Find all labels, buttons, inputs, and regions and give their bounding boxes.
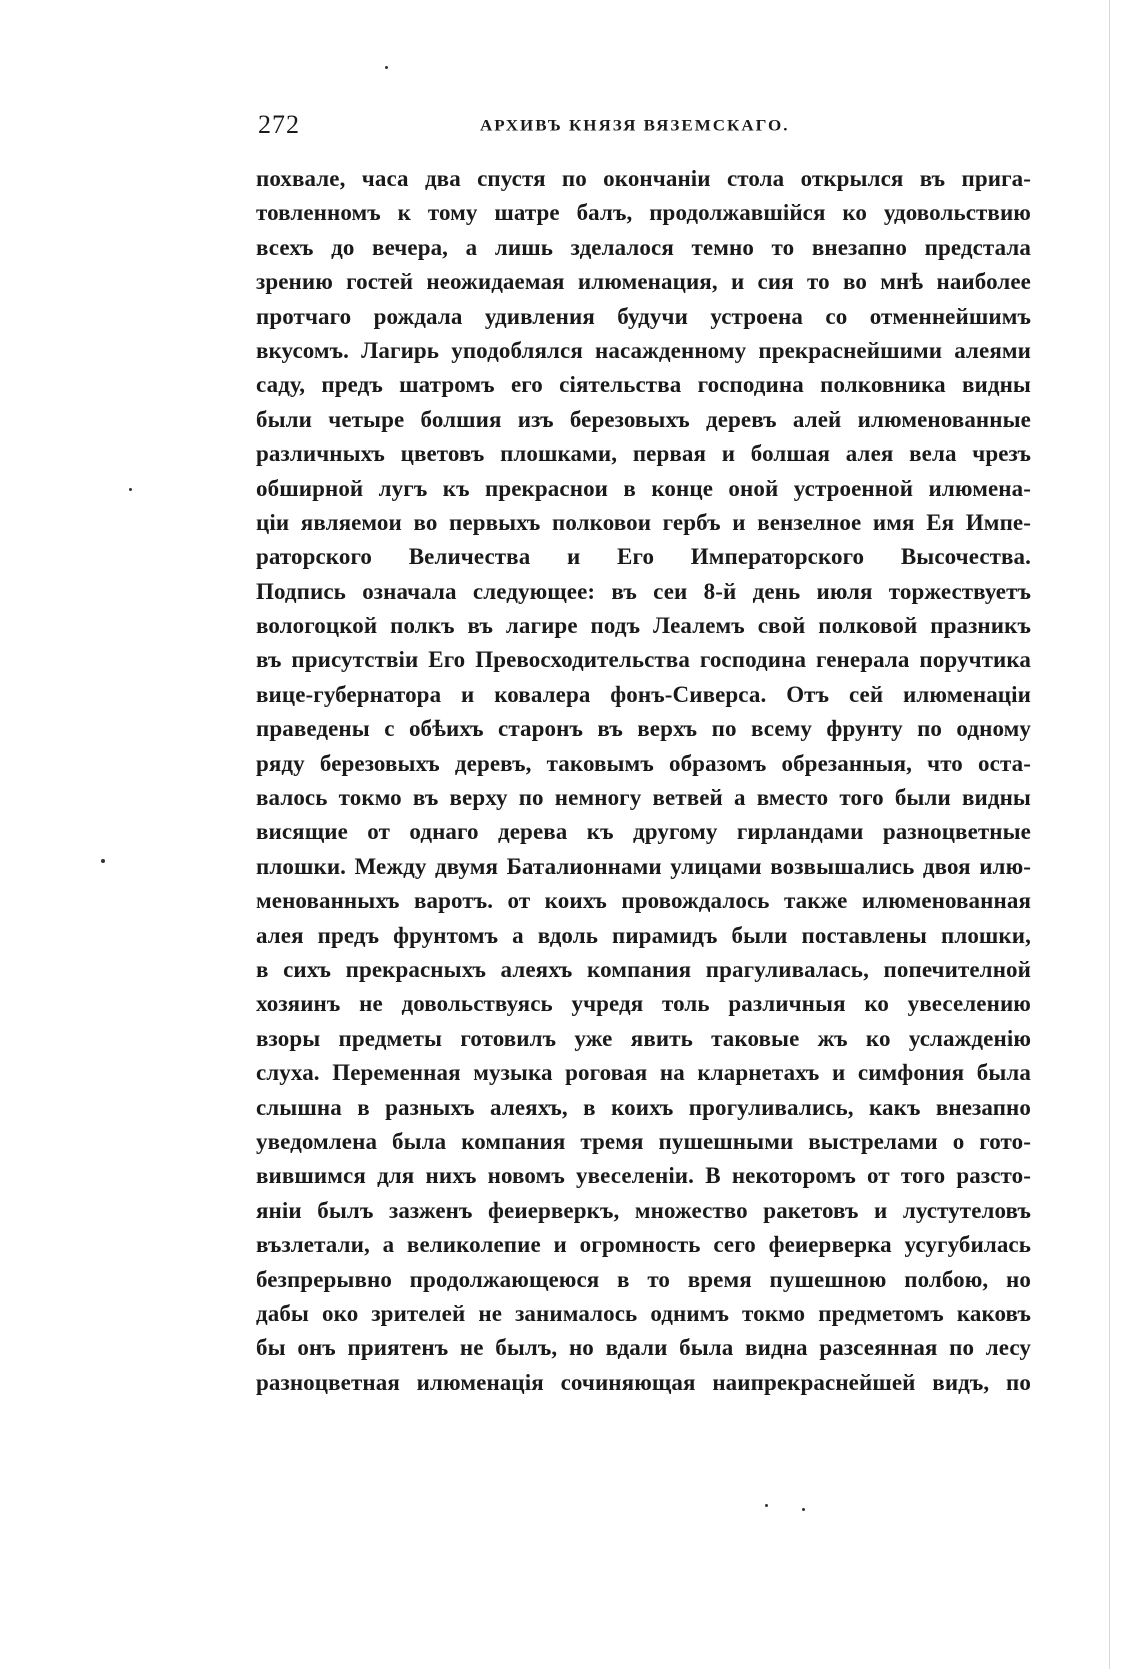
text-line: вице-губернатора и ковалера фонъ-Сиверса. Отъ сей илюменацiи	[256, 681, 1031, 707]
text-line: зрению гостей неожидаемая илюменация, и сия то во мнѣ наиболее	[256, 269, 1031, 295]
page-edge	[1109, 0, 1110, 1669]
scan-speck	[101, 859, 105, 863]
page-number: 272	[258, 110, 300, 139]
text-line: различныхъ цветовъ плошками, первая и болшая алея вела чрезъ	[256, 441, 1031, 467]
scan-speck	[765, 1504, 768, 1507]
text-line: плошки. Между двумя Баталионнами улицами возвышались двоя илю-	[256, 853, 1031, 879]
scan-speck	[802, 1508, 805, 1511]
text-line: похвале, часа два спустя по окончанiи стола открылся въ пригa-	[256, 166, 1031, 191]
text-line: были четыре болшия изъ березовыхъ деревъ алей илюменованные	[256, 406, 1031, 432]
text-line: алея предъ фрунтомъ а вдоль пирамидъ были поставлены плошки,	[256, 922, 1031, 948]
text-line: уведомлена была компания тремя пушешными выстрелами о гото-	[256, 1128, 1031, 1154]
text-line: бы онъ приятенъ не былъ, но вдали была видна разсеянная по лесу	[256, 1335, 1031, 1361]
text-line: вкусомъ. Лагирь уподоблялся насажденному прекраснейшими алеями	[256, 337, 1031, 363]
text-line: обширной лугъ къ прекраснои в конце оной устроенной илюмена-	[256, 475, 1031, 501]
text-line: разноцветная илюменацiя сочиняющая наипрекраснейшей видъ, по	[256, 1369, 1031, 1395]
text-line: товленномъ к тому шатре балъ, продолжавшiйся ко удовольствию	[256, 200, 1031, 226]
scan-speck	[129, 488, 132, 491]
text-line: менованныхъ варотъ. от коихъ провождалось также илюменованная	[256, 888, 1031, 914]
text-line: вологоцкой полкъ въ лагире подъ Леалемъ свой полковой празникъ	[256, 613, 1031, 639]
running-title: АРХИВЪ КНЯЗЯ ВЯЗЕМСКАГО.	[480, 116, 790, 135]
body-text	[256, 162, 1031, 1400]
text-line: саду, предъ шатромъ его сiятельства господина полковника видны	[256, 372, 1031, 398]
text-line: вившимся для нихъ новомъ увеселенiи. В некоторомъ от того разсто-	[256, 1163, 1031, 1189]
text-line: праведены с обѣихъ старонъ въ верхъ по всему фрунту по одному	[256, 716, 1031, 742]
text-line: висящие от однаго дерева къ другому гирландами разноцветные	[256, 819, 1031, 845]
text-line: в сихъ прекрасныхъ алеяхъ компания прагуливалась, попечителной	[256, 956, 1031, 982]
scan-speck	[385, 66, 388, 69]
text-line: ряду березовыхъ деревъ, таковымъ образомъ обрезанныя, что оста-	[256, 750, 1031, 776]
text-line: хозяинъ не довольствуясь учредя толь различныя ко увеселению	[256, 991, 1031, 1017]
text-line: валось токмо въ верху по немногу ветвей а вместо того были видны	[256, 785, 1031, 811]
text-line: всехъ до вечера, а лишь зделалося темно то внезапно предстала	[256, 234, 1031, 260]
text-line: въ присутствiи Его Превосходительства господина генерала поручтика	[256, 647, 1031, 673]
text-line: дабы око зрителей не занималось однимъ токмо предметомъ каковъ	[256, 1300, 1031, 1326]
text-line: раторского Величества и Его Императорского Высочества.	[256, 544, 1031, 570]
text-line: протчаго рождала удивления будучи устроена со отменнейшимъ	[256, 303, 1031, 329]
text-line: безпрерывно продолжающеюся в то время пушешною полбою, но	[256, 1266, 1031, 1292]
text-line: янiи былъ зазженъ феиерверкъ, множество ракетовъ и лустутеловъ	[256, 1197, 1031, 1223]
text-line: взоры предметы готовилъ уже явить таковые жъ ко услажденiю	[256, 1025, 1031, 1051]
text-line: слышна в разныхъ алеяхъ, в коихъ прогуливались, какъ внезапно	[256, 1094, 1031, 1120]
text-line: цiи являемои во первыхъ полковои гербъ и вензелное имя Ея Импе-	[256, 509, 1031, 535]
text-line: слуха. Переменная музыка роговая на кларнетахъ и симфония была	[256, 1060, 1031, 1086]
text-line: възлетали, а великолепие и огромность сего феиерверка усугубилась	[256, 1232, 1031, 1258]
text-line: Подпись означала следующее: въ сеи 8-й день июля торжествуетъ	[256, 578, 1031, 604]
